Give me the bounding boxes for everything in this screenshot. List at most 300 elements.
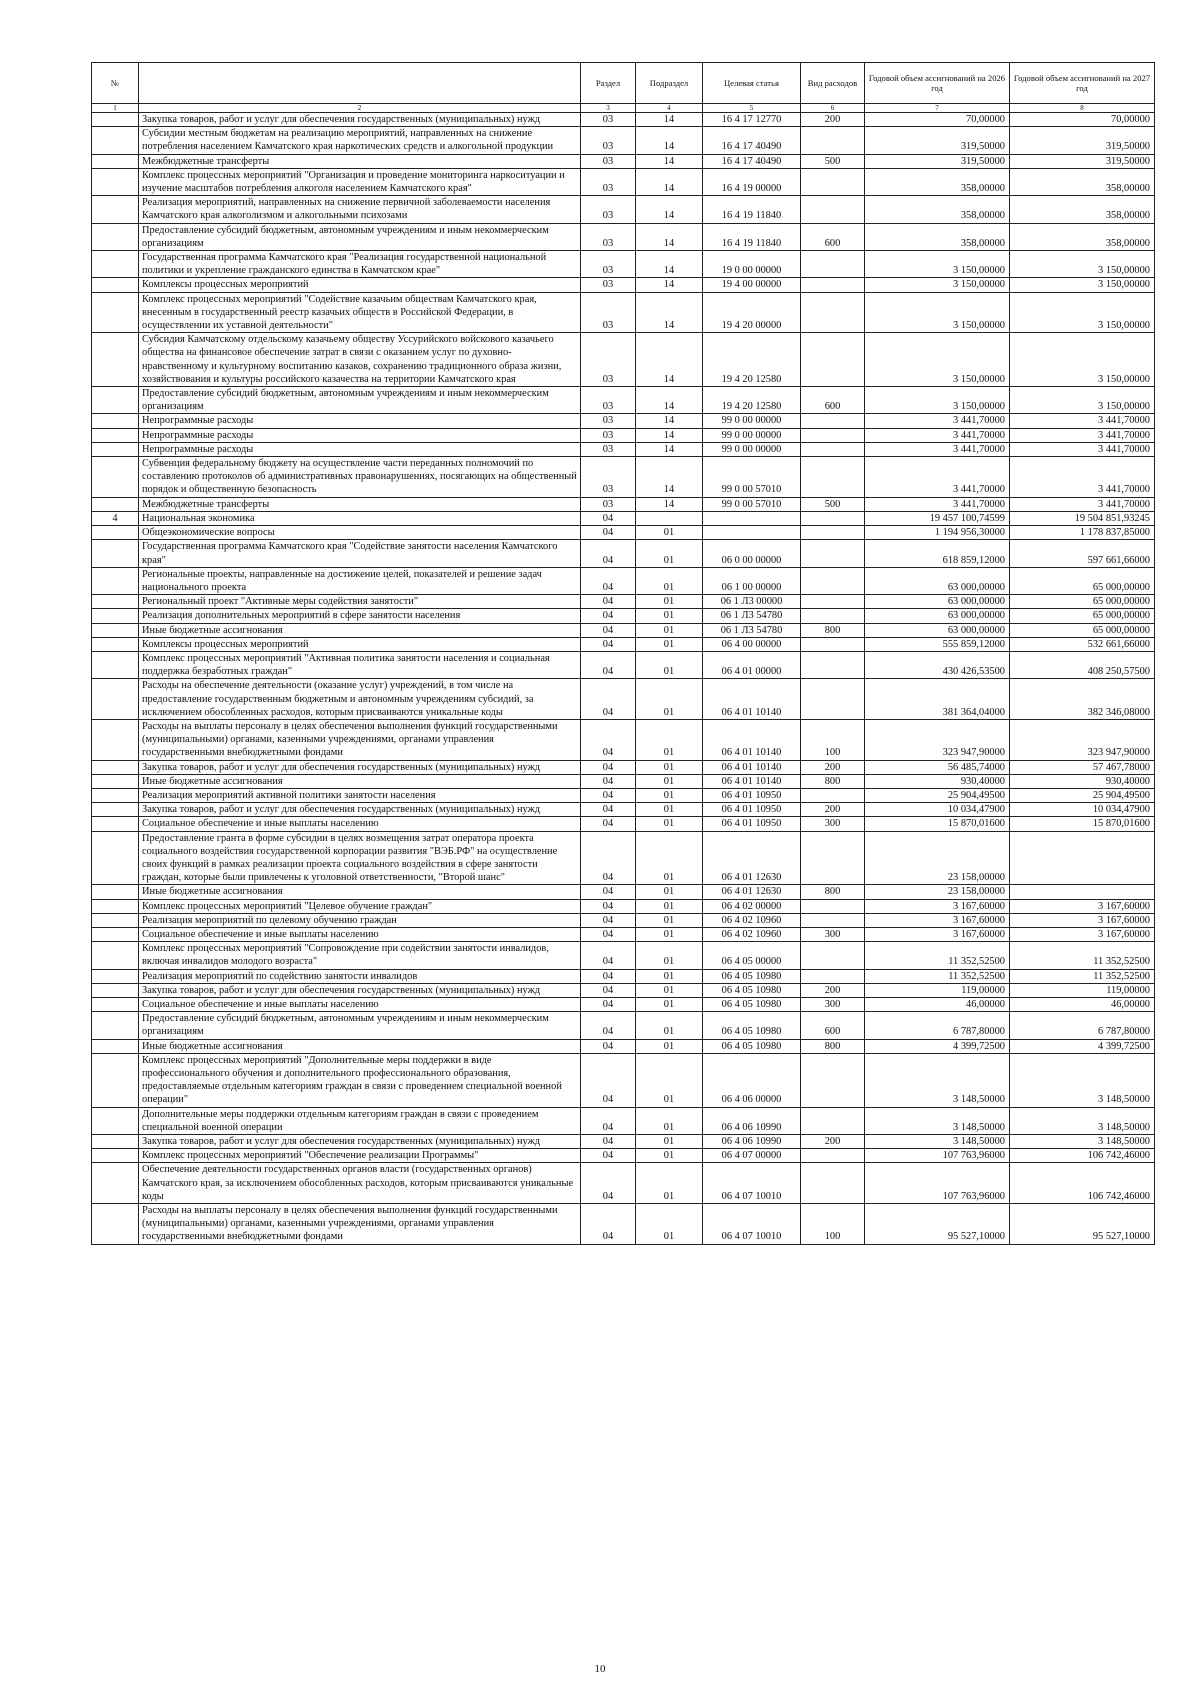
row-razdel: 04 <box>581 983 636 997</box>
table-row <box>92 651 1155 678</box>
row-podrazdel: 14 <box>636 457 703 498</box>
row-razdel: 03 <box>581 168 636 195</box>
row-podrazdel: 14 <box>636 113 703 127</box>
table-row <box>92 817 1155 831</box>
row-razdel: 04 <box>581 623 636 637</box>
row-podrazdel: 01 <box>636 885 703 899</box>
row-target-article: 06 4 02 10960 <box>703 913 801 927</box>
row-expense-type <box>801 1053 865 1107</box>
row-number <box>92 623 139 637</box>
row-number <box>92 969 139 983</box>
row-expense-type: 600 <box>801 223 865 250</box>
row-amount-2026: 70,00000 <box>865 113 1010 127</box>
row-name: Закупка товаров, работ и услуг для обеспечения государственных (муниципальных) нужд <box>139 1135 581 1149</box>
table-row <box>92 885 1155 899</box>
row-expense-type <box>801 511 865 525</box>
table-row <box>92 1107 1155 1134</box>
row-amount-2027: 46,00000 <box>1010 998 1155 1012</box>
table-row <box>92 387 1155 414</box>
row-target-article: 99 0 00 00000 <box>703 414 801 428</box>
row-amount-2026: 63 000,00000 <box>865 623 1010 637</box>
table-row <box>92 831 1155 885</box>
row-podrazdel: 01 <box>636 998 703 1012</box>
row-target-article: 16 4 19 11840 <box>703 223 801 250</box>
table-header-row <box>92 63 1155 104</box>
row-name: Иные бюджетные ассигнования <box>139 885 581 899</box>
row-target-article: 19 0 00 00000 <box>703 251 801 278</box>
row-razdel: 04 <box>581 817 636 831</box>
table-row <box>92 913 1155 927</box>
row-expense-type <box>801 609 865 623</box>
row-name: Иные бюджетные ассигнования <box>139 774 581 788</box>
row-amount-2027: 3 441,70000 <box>1010 442 1155 456</box>
row-razdel: 03 <box>581 497 636 511</box>
row-number <box>92 998 139 1012</box>
table-row <box>92 998 1155 1012</box>
row-podrazdel: 01 <box>636 913 703 927</box>
row-amount-2026: 3 148,50000 <box>865 1135 1010 1149</box>
row-amount-2026: 1 194 956,30000 <box>865 526 1010 540</box>
row-amount-2026: 3 150,00000 <box>865 251 1010 278</box>
row-amount-2026: 11 352,52500 <box>865 942 1010 969</box>
row-number <box>92 1053 139 1107</box>
row-number <box>92 497 139 511</box>
row-razdel: 04 <box>581 679 636 720</box>
table-row <box>92 983 1155 997</box>
row-podrazdel: 01 <box>636 983 703 997</box>
row-name: Региональные проекты, направленные на достижение целей, показателей и решение задач национального проекта <box>139 567 581 594</box>
row-expense-type: 200 <box>801 803 865 817</box>
table-row <box>92 969 1155 983</box>
row-target-article: 16 4 17 12770 <box>703 113 801 127</box>
row-name: Межбюджетные трансферты <box>139 497 581 511</box>
table-row <box>92 127 1155 154</box>
row-target-article: 16 4 17 40490 <box>703 127 801 154</box>
row-razdel: 04 <box>581 595 636 609</box>
row-expense-type <box>801 292 865 333</box>
table-row <box>92 292 1155 333</box>
row-razdel: 03 <box>581 414 636 428</box>
row-amount-2026: 63 000,00000 <box>865 609 1010 623</box>
header-expense-type: Вид расходов <box>801 63 865 104</box>
row-number <box>92 442 139 456</box>
row-amount-2026: 15 870,01600 <box>865 817 1010 831</box>
row-name: Непрограммные расходы <box>139 442 581 456</box>
table-row <box>92 1053 1155 1107</box>
row-number <box>92 595 139 609</box>
row-amount-2027: 65 000,00000 <box>1010 595 1155 609</box>
row-expense-type <box>801 831 865 885</box>
table-row <box>92 113 1155 127</box>
column-number-row <box>92 104 1155 113</box>
row-expense-type <box>801 651 865 678</box>
row-expense-type <box>801 1107 865 1134</box>
row-amount-2027: 4 399,72500 <box>1010 1039 1155 1053</box>
row-number <box>92 414 139 428</box>
table-row <box>92 540 1155 567</box>
row-name: Реализация мероприятий, направленных на снижение первичной заболеваемости населения Камчатского края алкоголизмом и алкогольными психозами <box>139 196 581 223</box>
row-number <box>92 196 139 223</box>
row-amount-2027: 106 742,46000 <box>1010 1163 1155 1204</box>
row-podrazdel: 14 <box>636 196 703 223</box>
row-amount-2027: 3 441,70000 <box>1010 497 1155 511</box>
table-row <box>92 168 1155 195</box>
row-razdel: 04 <box>581 788 636 802</box>
row-razdel: 04 <box>581 637 636 651</box>
row-name: Субсидии местным бюджетам на реализацию мероприятий, направленных на снижение потребления населением Камчатского края наркотических средств и алкогольной продукции <box>139 127 581 154</box>
row-number <box>92 983 139 997</box>
row-amount-2027: 1 178 837,85000 <box>1010 526 1155 540</box>
row-razdel: 04 <box>581 1149 636 1163</box>
row-podrazdel: 01 <box>636 679 703 720</box>
header-razdel: Раздел <box>581 63 636 104</box>
row-target-article: 06 1 00 00000 <box>703 567 801 594</box>
row-razdel: 03 <box>581 428 636 442</box>
table-row <box>92 428 1155 442</box>
row-name: Закупка товаров, работ и услуг для обеспечения государственных (муниципальных) нужд <box>139 803 581 817</box>
row-podrazdel: 01 <box>636 1204 703 1245</box>
table-row <box>92 595 1155 609</box>
row-podrazdel: 01 <box>636 803 703 817</box>
row-razdel: 03 <box>581 442 636 456</box>
row-target-article: 06 4 07 10010 <box>703 1204 801 1245</box>
row-expense-type <box>801 679 865 720</box>
row-name: Непрограммные расходы <box>139 428 581 442</box>
row-amount-2027: 319,50000 <box>1010 154 1155 168</box>
row-podrazdel: 14 <box>636 442 703 456</box>
row-target-article: 99 0 00 00000 <box>703 428 801 442</box>
row-amount-2027: 323 947,90000 <box>1010 719 1155 760</box>
row-number <box>92 1163 139 1204</box>
row-number <box>92 817 139 831</box>
row-number <box>92 1204 139 1245</box>
row-name: Закупка товаров, работ и услуг для обеспечения государственных (муниципальных) нужд <box>139 983 581 997</box>
row-name: Комплексы процессных мероприятий <box>139 637 581 651</box>
row-amount-2026: 46,00000 <box>865 998 1010 1012</box>
row-amount-2027: 3 148,50000 <box>1010 1135 1155 1149</box>
row-amount-2027: 358,00000 <box>1010 223 1155 250</box>
row-podrazdel: 01 <box>636 1107 703 1134</box>
row-amount-2026: 25 904,49500 <box>865 788 1010 802</box>
row-amount-2027: 65 000,00000 <box>1010 567 1155 594</box>
row-name: Дополнительные меры поддержки отдельным категориям граждан в связи с проведением специальной военной операции <box>139 1107 581 1134</box>
row-expense-type: 100 <box>801 1204 865 1245</box>
row-podrazdel: 01 <box>636 567 703 594</box>
row-razdel: 04 <box>581 1204 636 1245</box>
row-expense-type: 300 <box>801 927 865 941</box>
row-target-article: 06 4 01 10140 <box>703 719 801 760</box>
row-name: Предоставление субсидий бюджетным, автономным учреждениям и иным некоммерческим организациям <box>139 223 581 250</box>
row-number <box>92 168 139 195</box>
row-amount-2027: 408 250,57500 <box>1010 651 1155 678</box>
row-amount-2026: 358,00000 <box>865 196 1010 223</box>
row-podrazdel: 14 <box>636 251 703 278</box>
row-name: Обеспечение деятельности государственных органов власти (государственных органов) Камчатского края, за исключением обособленных расходов, которым присваиваются уникальные коды <box>139 1163 581 1204</box>
table-row <box>92 497 1155 511</box>
row-podrazdel: 01 <box>636 927 703 941</box>
row-number <box>92 113 139 127</box>
table-row <box>92 1204 1155 1245</box>
row-name: Комплексы процессных мероприятий <box>139 278 581 292</box>
row-number <box>92 803 139 817</box>
table-row <box>92 679 1155 720</box>
header-target-article: Целевая статья <box>703 63 801 104</box>
row-expense-type <box>801 251 865 278</box>
row-razdel: 03 <box>581 127 636 154</box>
row-name: Комплекс процессных мероприятий "Обеспечение реализации Программы" <box>139 1149 581 1163</box>
table-row <box>92 457 1155 498</box>
row-razdel: 03 <box>581 333 636 387</box>
row-amount-2026: 430 426,53500 <box>865 651 1010 678</box>
col-number: 8 <box>1010 104 1155 113</box>
row-number <box>92 913 139 927</box>
table-row <box>92 719 1155 760</box>
row-number <box>92 679 139 720</box>
table-row <box>92 788 1155 802</box>
table-body <box>92 113 1155 1245</box>
row-razdel: 03 <box>581 223 636 250</box>
row-amount-2027: 70,00000 <box>1010 113 1155 127</box>
row-name: Социальное обеспечение и иные выплаты населению <box>139 998 581 1012</box>
row-amount-2027: 3 441,70000 <box>1010 428 1155 442</box>
row-number <box>92 292 139 333</box>
row-amount-2026: 3 441,70000 <box>865 457 1010 498</box>
row-target-article: 06 4 06 10990 <box>703 1107 801 1134</box>
row-expense-type <box>801 913 865 927</box>
row-razdel: 04 <box>581 969 636 983</box>
row-amount-2027: 382 346,08000 <box>1010 679 1155 720</box>
row-amount-2027: 3 150,00000 <box>1010 333 1155 387</box>
row-amount-2027: 106 742,46000 <box>1010 1149 1155 1163</box>
row-name: Национальная экономика <box>139 511 581 525</box>
row-expense-type <box>801 567 865 594</box>
row-amount-2027: 3 148,50000 <box>1010 1107 1155 1134</box>
row-amount-2026: 323 947,90000 <box>865 719 1010 760</box>
table-row <box>92 609 1155 623</box>
row-podrazdel: 01 <box>636 595 703 609</box>
table-row <box>92 223 1155 250</box>
row-target-article: 06 4 05 10980 <box>703 1012 801 1039</box>
row-amount-2027: 25 904,49500 <box>1010 788 1155 802</box>
row-number <box>92 760 139 774</box>
row-razdel: 04 <box>581 1107 636 1134</box>
row-podrazdel: 01 <box>636 540 703 567</box>
row-expense-type <box>801 196 865 223</box>
row-name: Государственная программа Камчатского края "Реализация государственной национальной политики и укрепление гражданского единства в Камчатском крае" <box>139 251 581 278</box>
row-expense-type <box>801 442 865 456</box>
row-name: Предоставление субсидий бюджетным, автономным учреждениям и иным некоммерческим организациям <box>139 1012 581 1039</box>
row-amount-2026: 3 167,60000 <box>865 927 1010 941</box>
row-expense-type: 800 <box>801 885 865 899</box>
row-target-article: 19 4 20 12580 <box>703 387 801 414</box>
row-amount-2027: 3 441,70000 <box>1010 414 1155 428</box>
row-name: Закупка товаров, работ и услуг для обеспечения государственных (муниципальных) нужд <box>139 113 581 127</box>
row-number <box>92 526 139 540</box>
row-podrazdel: 14 <box>636 278 703 292</box>
row-target-article: 06 4 01 10950 <box>703 817 801 831</box>
table-row <box>92 899 1155 913</box>
row-podrazdel: 14 <box>636 292 703 333</box>
table-row <box>92 1163 1155 1204</box>
table-row <box>92 333 1155 387</box>
row-number <box>92 831 139 885</box>
col-number: 2 <box>139 104 581 113</box>
row-name: Комплекс процессных мероприятий "Целевое обучение граждан" <box>139 899 581 913</box>
row-expense-type: 800 <box>801 774 865 788</box>
col-number: 1 <box>92 104 139 113</box>
row-name: Региональный проект "Активные меры содействия занятости" <box>139 595 581 609</box>
row-name: Комплекс процессных мероприятий "Сопровождение при содействии занятости инвалидов, включая инвалидов молодого возраста" <box>139 942 581 969</box>
row-number <box>92 637 139 651</box>
row-amount-2027: 358,00000 <box>1010 168 1155 195</box>
row-podrazdel: 01 <box>636 651 703 678</box>
row-razdel: 03 <box>581 251 636 278</box>
row-razdel: 04 <box>581 609 636 623</box>
row-name: Иные бюджетные ассигнования <box>139 623 581 637</box>
row-amount-2027: 3 150,00000 <box>1010 292 1155 333</box>
header-name <box>139 63 581 104</box>
row-razdel: 04 <box>581 927 636 941</box>
row-amount-2027: 119,00000 <box>1010 983 1155 997</box>
row-target-article: 06 4 01 10140 <box>703 679 801 720</box>
row-name: Предоставление субсидий бюджетным, автономным учреждениям и иным некоммерческим организациям <box>139 387 581 414</box>
row-number <box>92 278 139 292</box>
table-row <box>92 154 1155 168</box>
row-amount-2027: 57 467,78000 <box>1010 760 1155 774</box>
row-name: Комплекс процессных мероприятий "Организация и проведение мониторинга наркоситуации и изучение масштабов потребления алкоголя населением Камчатского края" <box>139 168 581 195</box>
row-target-article: 06 4 01 10140 <box>703 760 801 774</box>
row-amount-2026: 3 150,00000 <box>865 278 1010 292</box>
row-target-article: 06 4 01 10950 <box>703 803 801 817</box>
row-expense-type: 800 <box>801 623 865 637</box>
row-razdel: 04 <box>581 1135 636 1149</box>
row-target-article: 19 4 20 12580 <box>703 333 801 387</box>
row-target-article: 06 4 01 10950 <box>703 788 801 802</box>
table-row <box>92 1039 1155 1053</box>
row-number <box>92 457 139 498</box>
row-name: Государственная программа Камчатского края "Содействие занятости населения Камчатского края" <box>139 540 581 567</box>
row-expense-type <box>801 127 865 154</box>
row-expense-type <box>801 969 865 983</box>
row-amount-2026: 56 485,74000 <box>865 760 1010 774</box>
row-podrazdel: 01 <box>636 719 703 760</box>
row-target-article: 06 4 06 00000 <box>703 1053 801 1107</box>
row-amount-2026: 23 158,00000 <box>865 831 1010 885</box>
row-expense-type <box>801 333 865 387</box>
row-target-article: 06 1 Л3 00000 <box>703 595 801 609</box>
row-podrazdel: 01 <box>636 760 703 774</box>
row-expense-type <box>801 788 865 802</box>
row-target-article: 19 4 00 00000 <box>703 278 801 292</box>
table-row <box>92 760 1155 774</box>
page-number: 10 <box>594 1663 606 1675</box>
row-name: Закупка товаров, работ и услуг для обеспечения государственных (муниципальных) нужд <box>139 760 581 774</box>
row-target-article: 06 4 01 10140 <box>703 774 801 788</box>
row-number <box>92 387 139 414</box>
row-expense-type: 300 <box>801 817 865 831</box>
row-amount-2026: 10 034,47900 <box>865 803 1010 817</box>
row-name: Реализация мероприятий активной политики занятости населения <box>139 788 581 802</box>
row-podrazdel: 14 <box>636 428 703 442</box>
row-expense-type <box>801 168 865 195</box>
row-number <box>92 942 139 969</box>
row-amount-2027: 15 870,01600 <box>1010 817 1155 831</box>
row-amount-2026: 11 352,52500 <box>865 969 1010 983</box>
row-podrazdel: 14 <box>636 223 703 250</box>
row-amount-2026: 63 000,00000 <box>865 567 1010 594</box>
row-number <box>92 428 139 442</box>
row-razdel: 03 <box>581 196 636 223</box>
row-razdel: 04 <box>581 899 636 913</box>
table-row <box>92 927 1155 941</box>
row-expense-type <box>801 414 865 428</box>
row-expense-type: 200 <box>801 1135 865 1149</box>
row-amount-2026: 358,00000 <box>865 223 1010 250</box>
row-amount-2027: 3 441,70000 <box>1010 457 1155 498</box>
row-podrazdel: 01 <box>636 942 703 969</box>
col-number: 7 <box>865 104 1010 113</box>
row-amount-2026: 555 859,12000 <box>865 637 1010 651</box>
col-number: 3 <box>581 104 636 113</box>
row-expense-type <box>801 526 865 540</box>
row-number <box>92 1012 139 1039</box>
row-target-article: 06 4 06 10990 <box>703 1135 801 1149</box>
row-podrazdel: 01 <box>636 1163 703 1204</box>
row-target-article: 99 0 00 57010 <box>703 497 801 511</box>
row-expense-type <box>801 457 865 498</box>
row-number <box>92 927 139 941</box>
row-amount-2026: 930,40000 <box>865 774 1010 788</box>
table-row <box>92 637 1155 651</box>
row-target-article: 06 4 07 00000 <box>703 1149 801 1163</box>
row-expense-type: 500 <box>801 154 865 168</box>
row-podrazdel: 01 <box>636 969 703 983</box>
row-expense-type <box>801 278 865 292</box>
row-target-article: 06 4 00 00000 <box>703 637 801 651</box>
row-target-article: 06 4 05 10980 <box>703 998 801 1012</box>
table-row <box>92 442 1155 456</box>
row-name: Расходы на выплаты персоналу в целях обеспечения выполнения функций государственными (муниципальными) органами, казенными учреждениями, органами управления государственными внебюджетными фондами <box>139 719 581 760</box>
row-razdel: 03 <box>581 154 636 168</box>
row-number <box>92 1107 139 1134</box>
row-amount-2026: 3 441,70000 <box>865 428 1010 442</box>
row-name: Иные бюджетные ассигнования <box>139 1039 581 1053</box>
row-target-article <box>703 511 801 525</box>
row-amount-2026: 3 167,60000 <box>865 913 1010 927</box>
row-expense-type: 200 <box>801 113 865 127</box>
row-amount-2027: 930,40000 <box>1010 774 1155 788</box>
row-amount-2027: 3 150,00000 <box>1010 387 1155 414</box>
row-amount-2027 <box>1010 831 1155 885</box>
row-target-article: 06 4 01 12630 <box>703 831 801 885</box>
row-name: Расходы на выплаты персоналу в целях обеспечения выполнения функций государственными (муниципальными) органами, казенными учреждениями, органами управления государственными внебюджетными фондами <box>139 1204 581 1245</box>
row-target-article: 19 4 20 00000 <box>703 292 801 333</box>
row-amount-2027: 3 150,00000 <box>1010 278 1155 292</box>
row-razdel: 04 <box>581 942 636 969</box>
row-amount-2027: 3 167,60000 <box>1010 899 1155 913</box>
row-razdel: 03 <box>581 457 636 498</box>
row-name: Субсидия Камчатскому отдельскому казачьему обществу Уссурийского войскового казачьего общества на финансовое обеспечение затрат в связи с оказанием услуг по духовно-нравственному и культурному воспитанию казаков, сохранению традиционного образа жизни, хозяйствования и культуры российского казачества на территории Камчатского края <box>139 333 581 387</box>
row-number <box>92 899 139 913</box>
table-row <box>92 774 1155 788</box>
row-amount-2026: 3 148,50000 <box>865 1053 1010 1107</box>
table-row <box>92 414 1155 428</box>
row-number: 4 <box>92 511 139 525</box>
row-number <box>92 154 139 168</box>
row-expense-type <box>801 1163 865 1204</box>
row-amount-2026: 618 859,12000 <box>865 540 1010 567</box>
row-razdel: 04 <box>581 651 636 678</box>
